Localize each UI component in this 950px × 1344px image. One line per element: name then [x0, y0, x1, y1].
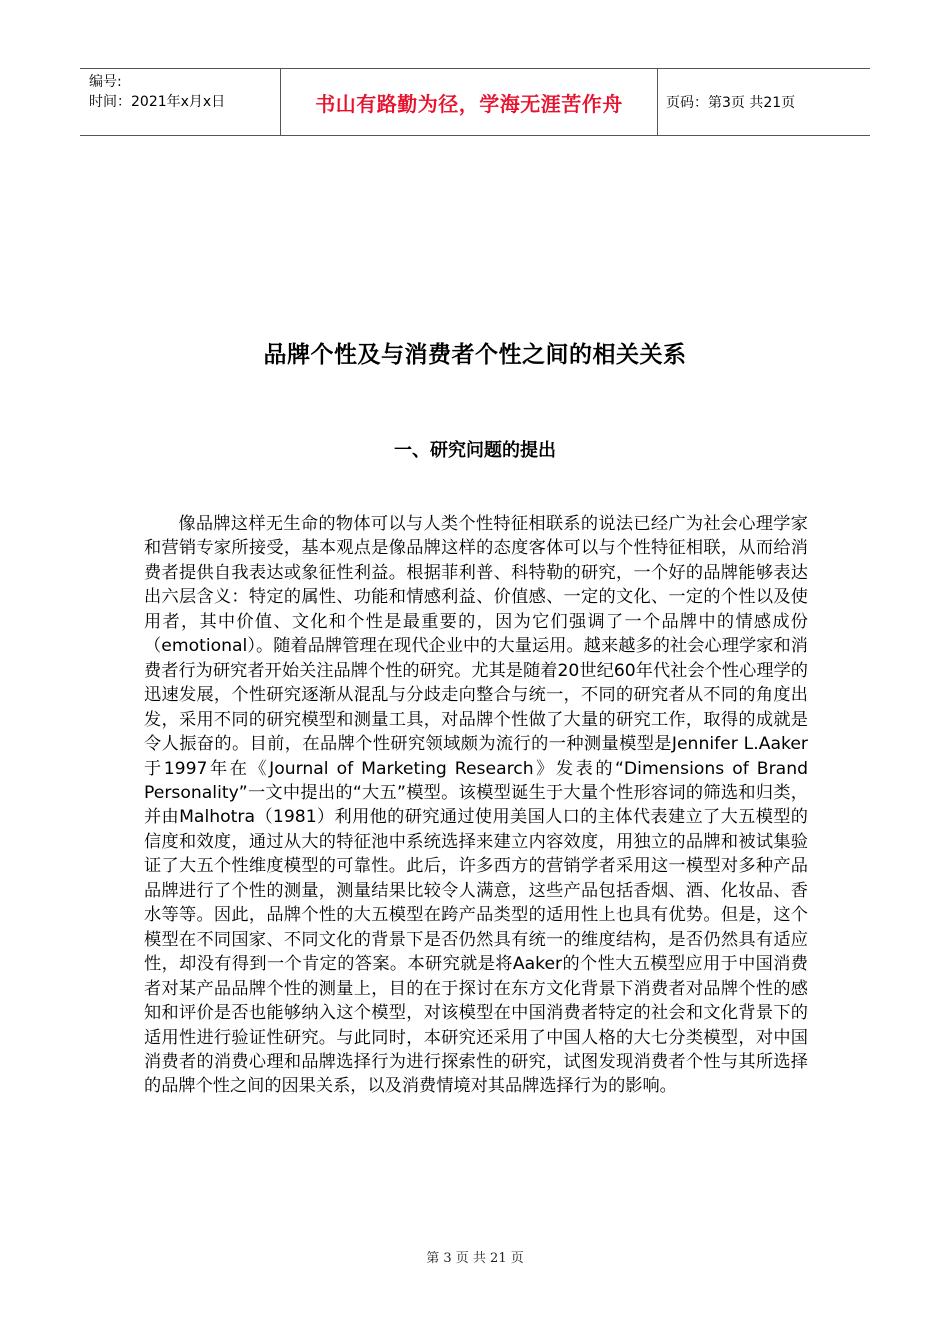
- header-meta: [80, 69, 281, 135]
- header-motto: 书山有路勤为径，学海无涯苦作舟: [281, 69, 658, 135]
- document-title: 品牌个性及与消费者个性之间的相关关系: [263, 342, 687, 368]
- page-footer: 第 3 页 共 21 页: [426, 1251, 524, 1266]
- page-header: [80, 68, 870, 136]
- number-label: 编号:: [89, 74, 122, 90]
- time-label: 时间：2021年x月x日: [89, 94, 226, 110]
- header-page-info: 页码：第3页 共21页: [666, 95, 796, 111]
- section-heading: 一、研究问题的提出: [394, 440, 556, 461]
- body-paragraph: 像品牌这样无生命的物体可以与人类个性特征相联系的说法已经广为社会心理学家和营销专家所接受，基本观点是像品牌这样的态度客体可以与个性特征相联，从而给消费者提供自我表达或象征性利益。根据菲利普、科特勒的研究，一个好的品牌能够表达出六层含义：特定的属性、功能和情感利益、价值感、一定的文化、一定的个性以及使用者，其中价值、文化和个性是最重要的，因为它们强调了一个品牌中的情感成份（emotional）。随着品牌管理在现代企业中的大量运用。越来越多的社会心理学家和消费者行为研究者开始关注品牌个性的研究。尤其是随着20世纪60年代社会个性心理学的迅速发展，个性研究逐渐从混乱与分歧走向整合与统一，不同的研究者从不同的角度出发，采用不同的研究模型和测量工具，对品牌个性做了大量的研究工作，取得的成就是令人振奋的。目前，在品牌个性研究领域颇为流行的一种测量模型是Jennifer L.Aaker于1997年在《Journal of Marketing Research》发表的“Dimensions of Brand Personality”一文中提出的“大五”模型。该模型诞生于大量个性形容词的筛选和归类，并由Malhotra（1981）利用他的研究通过使用美国人口的主体代表建立了大五模型的信度和效度，通过从大的特征池中系统选择来建立内容效度，用独立的品牌和被试集验证了大五个性维度模型的可靠性。此后，许多西方的营销学者采用这一模型对多种产品品牌进行了个性的测量，测量结果比较令人满意，这些产品包括香烟、酒、化妆品、香水等等。因此，品牌个性的大五模型在跨产品类型的适用性上也具有优势。但是，这个模型在不同国家、不同文化的背景下是否仍然具有统一的维度结构，是否仍然具有适应性，却没有得到一个肯定的答案。本研究就是将Aaker的个性大五模型应用于中国消费者对某产品品牌个性的测量上，目的在于探讨在东方文化背景下消费者对品牌个性的感知和评价是否也能够纳入这个模型，对该模型在中国消费者特定的社会和文化背景下的适用性进行验证性研究。与此同时，本研究还采用了中国人格的大七分类模型，对中国消费者的消费心理和品牌选择行为进行探索性的研究，试图发现消费者个性与其所选择的品牌个性之间的因果关系，以及消费情境对其品牌选择行为的影响。: [144, 514, 808, 1097]
